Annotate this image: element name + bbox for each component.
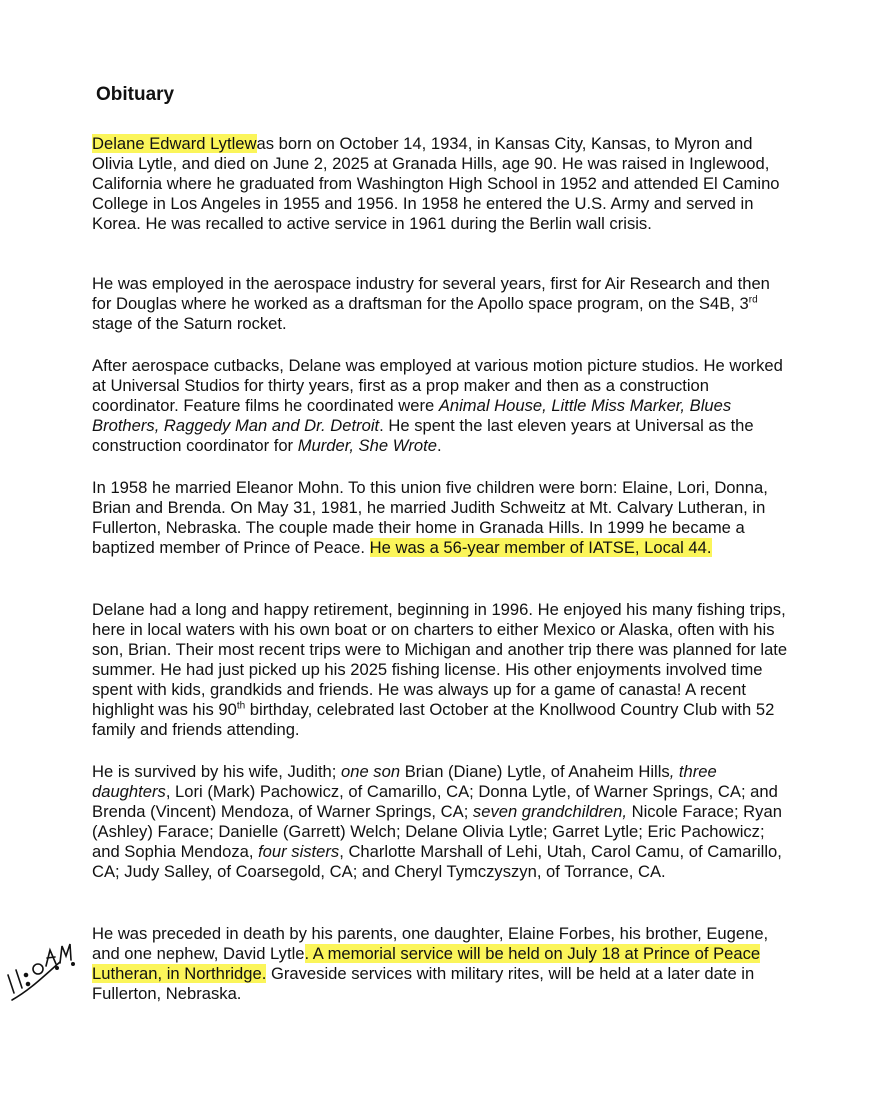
handwritten-note bbox=[0, 0, 90, 1099]
highlighted-iatse: He was a 56-year member of IATSE, Local 44. bbox=[369, 538, 712, 557]
highlighted-name: Delane Edward Lytlew bbox=[92, 134, 257, 153]
paragraph-retirement: Delane had a long and happy retirement, beginning in 1996. He enjoyed his many fishing trips, here in local waters with his own boat or on charters to either Mexico or Alaska, often with his son, Brian. Their most recent trips were to Michigan and another trip there was planned for late summer. He had just picked up his 2025 fishing license. His other enjoyments involved time spent with kids, grandkids and friends. He was always up for a game of canasta! A recent highlight was his 90th birthday, celebrated last October at the Knollwood Country Club with 52 family and friends attending. bbox=[92, 600, 788, 739]
highlighted-memorial: . A memorial service will be held on July 18 at Prince of Peace Lutheran, in Northridge. bbox=[92, 944, 761, 983]
paragraph-survivors: He is survived by his wife, Judith; one son Brian (Diane) Lytle, of Anaheim Hills, three daughters, Lori (Mark) Pachowicz, of Camarillo, CA; Donna Lytle, of Warner Springs, CA; and Brenda (Vincent) Mendoza, of Warner Springs, CA; seven grandchildren, Nicole Farace; Ryan (Ashley) Farace; Danielle (Garrett) Welch; Delane Olivia Lytle; Garret Lytle; Eric Pachowicz; and Sophia Mendoza, four sisters, Charlotte Marshall of Lehi, Utah, Carol Camu, of Camarillo, CA; Judy Salley, of Coarsegold, CA; and Cheryl Tymczyszyn, of Torrance, CA. bbox=[92, 762, 782, 881]
paragraph-studios: After aerospace cutbacks, Delane was employed at various motion picture studios. He worked at Universal Studios for thirty years, first as a prop maker and then as a construction coordinator. Feature films he coordinated were Animal House, Little Miss Marker, Blues Brothers, Raggedy Man and Dr. Detroit. He spent the last eleven years at Universal as the construction coordinator for Murder, She Wrote. bbox=[92, 356, 783, 455]
paragraph-memorial: He was preceded in death by his parents, one daughter, Elaine Forbes, his brother, Eugene, and one nephew, David Lytle. A memorial service will be held on July 18 at Prince of Peace Lutheran, in Northridge. Graveside services with military rites, will be held at a later date in Fullerton, Nebraska. bbox=[92, 924, 769, 1003]
paragraph-birth: Delane Edward Lytlewas born on October 14, 1934, in Kansas City, Kansas, to Myron and Olivia Lytle, and died on June 2, 2025 at Granada Hills, age 90. He was raised in Inglewood, California where he graduated from Washington High School in 1952 and attended El Camino College in Los Angeles in 1955 and 1956. In 1958 he entered the U.S. Army and served in Korea. He was recalled to active service in 1961 during the Berlin wall crisis. bbox=[92, 134, 780, 233]
paragraph-aerospace: He was employed in the aerospace industry for several years, first for Air Research and then for Douglas where he worked as a draftsman for the Apollo space program, on the S4B, 3rd stage of the Saturn rocket. bbox=[92, 274, 770, 333]
handwritten-time-drawing bbox=[8, 944, 74, 1000]
paragraph-marriage: In 1958 he married Eleanor Mohn. To this union five children were born: Elaine, Lori, Donna, Brian and Brenda. On May 31, 1981, he married Judith Schweitz at Mt. Calvary Lutheran, in Fullerton, Nebraska. The couple made their home in Granada Hills. In 1999 he became a baptized member of Prince of Peace. He was a 56-year member of IATSE, Local 44. bbox=[92, 478, 768, 557]
page-title: Obituary bbox=[96, 84, 175, 105]
